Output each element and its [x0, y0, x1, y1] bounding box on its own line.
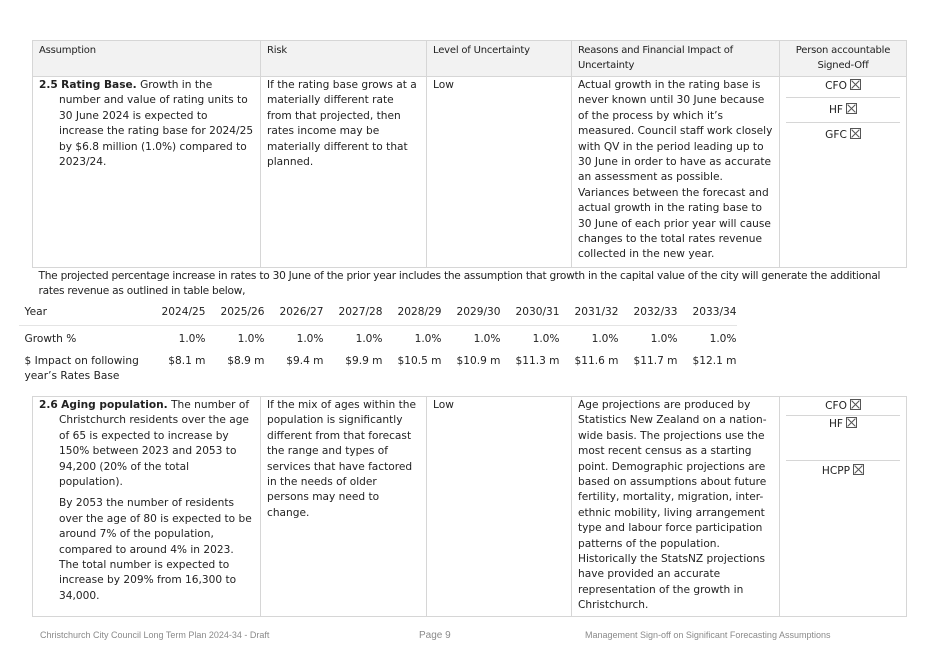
growth-note-row	[33, 268, 907, 397]
growth-cell: 1.0%	[237, 333, 265, 345]
year-cell: 2030/31	[501, 305, 560, 326]
signoff-cell	[780, 77, 907, 268]
footer-right: Management Sign-off on Significant Forecasting Assumptions	[585, 630, 831, 640]
growth-table	[19, 305, 737, 384]
growth-cell: 1.0%	[473, 333, 501, 345]
signoff-cell	[780, 397, 907, 617]
footer-left: Christchurch City Council Long Term Plan 2024-34 - Draft	[40, 630, 270, 640]
growth-cell: 1.0%	[414, 333, 442, 345]
row-label-impact: $ Impact on following year’s Rates Base	[24, 355, 139, 382]
growth-cell: 1.0%	[650, 333, 678, 345]
growth-cell: 1.0%	[296, 333, 324, 345]
year-cell: 2025/26	[206, 305, 265, 326]
row-label-year: Year	[19, 305, 147, 326]
year-cell: 2024/25	[147, 305, 206, 326]
table-row	[33, 77, 907, 268]
reasons-cell: Actual growth in the rating base is never known until 30 June because of the process by which it’s measured. Council staff work closely with QV in the period leading up to 30 June in order to have as accurate an assessment as possible. Variances between the forecast and actual growth in the rating base to 30 June of each prior year will cause changes to the total rates revenue collected in the new year.	[572, 77, 780, 268]
impact-cell: $11.3 m	[515, 355, 560, 367]
assumption-cell	[33, 397, 261, 617]
year-cell: 2026/27	[265, 305, 324, 326]
assumption-cell	[33, 77, 261, 268]
reasons-cell: Age projections are produced by Statistics New Zealand on a nation-wide basis. The projections use the most recent census as a starting point. Demographic projections are based on assumptions about future fertility, mortality, migration, inter-ethnic mobility, living arrangement type and labour force participation patterns of the population. Historically the StatsNZ projections have provided an accurate representation of the growth in Christchurch.	[572, 397, 780, 617]
growth-cell: 1.0%	[709, 333, 737, 345]
header-signoff	[780, 41, 907, 77]
assumption-text: The number of Christchurch residents over the age of 65 is expected to increase by 150% between 2023 and 2053 to 94,200 (20% of the total population).	[59, 399, 250, 489]
signoff-role: CFO	[825, 80, 847, 92]
assumption-text: Growth in the number and value of rating units to 30 June 2024 is expected to increase the rating base for 2024/25 by $6.8 million (1.0%) compared to 2023/24.	[59, 79, 254, 169]
impact-cell: $8.1 m	[168, 355, 206, 367]
checked-box-icon[interactable]	[853, 464, 864, 475]
table-row	[33, 397, 907, 617]
impact-cell: $12.1 m	[692, 355, 737, 367]
signoff-item	[786, 98, 900, 122]
growth-cell: 1.0%	[532, 333, 560, 345]
signoff-item	[786, 123, 900, 146]
checked-box-icon[interactable]	[850, 128, 861, 139]
signoff-role: HF	[828, 418, 844, 431]
growth-cell: 1.0%	[591, 333, 619, 345]
year-cell: 2033/34	[678, 305, 737, 326]
impact-cell: $10.9 m	[456, 355, 501, 367]
checked-box-icon[interactable]	[850, 79, 861, 90]
assumption-number: 2.5	[39, 79, 58, 91]
signoff-item	[786, 78, 900, 98]
uncertainty-cell: Low	[427, 397, 572, 617]
impact-cell: $9.4 m	[286, 355, 324, 367]
year-cell: 2029/30	[442, 305, 501, 326]
year-cell: 2028/29	[383, 305, 442, 326]
checked-box-icon[interactable]	[850, 399, 861, 410]
impact-cell: $10.5 m	[397, 355, 442, 367]
growth-note: The projected percentage increase in rates to 30 June of the prior year includes the assumption that growth in the capital value of the city will generate the additional rates revenue as outlined in table below,	[38, 270, 881, 297]
header-uncertainty: Level of Uncertainty	[427, 41, 572, 77]
assumption-title: Aging population.	[61, 399, 168, 411]
header-assumption: Assumption	[33, 41, 261, 77]
signoff-item	[786, 461, 900, 482]
year-cell: 2032/33	[619, 305, 678, 326]
assumptions-document	[24, 40, 906, 617]
header-risk: Risk	[261, 41, 427, 77]
growth-cell: 1.0%	[355, 333, 383, 345]
impact-cell: $11.6 m	[574, 355, 619, 367]
checked-box-icon[interactable]	[846, 103, 857, 114]
year-cell: 2027/28	[324, 305, 383, 326]
growth-table-impact-row	[19, 354, 737, 384]
signoff-item	[786, 398, 900, 416]
impact-cell: $9.9 m	[345, 355, 383, 367]
growth-table-year-row	[19, 305, 737, 326]
signoff-item	[786, 416, 900, 461]
signoff-role: HCPP	[821, 465, 851, 478]
assumption-text-2: By 2053 the number of residents over the age of 80 is expected to be around 7% of the population, compared to around 4% in 2023. The total number is expected to increase by 209% from 16,300 to 34,000.	[59, 497, 252, 602]
header-signoff-line2: Signed-Off	[817, 60, 869, 71]
assumptions-table	[24, 40, 907, 617]
signoff-role: GFC	[825, 128, 847, 141]
checked-box-icon[interactable]	[846, 417, 857, 428]
growth-note-cell	[24, 268, 907, 397]
impact-cell: $8.9 m	[227, 355, 265, 367]
header-reasons: Reasons and Financial Impact of Uncertainty	[572, 41, 780, 77]
assumption-number: 2.6	[39, 399, 58, 411]
impact-cell: $11.7 m	[633, 355, 678, 367]
risk-cell: If the mix of ages within the population is significantly different from that forecast the range and types of services that have factored in the needs of older persons may need to change.	[261, 397, 427, 617]
growth-table-growth-row	[19, 326, 737, 355]
uncertainty-cell: Low	[427, 77, 572, 268]
row-label-growth: Growth %	[24, 333, 77, 345]
signoff-role: HF	[828, 104, 844, 117]
risk-cell: If the rating base grows at a materially different rate from that projected, then rates income may be materially different to that planned.	[261, 77, 427, 268]
assumption-title: Rating Base.	[61, 79, 137, 91]
signoff-role: CFO	[825, 400, 847, 412]
year-cell: 2031/32	[560, 305, 619, 326]
footer-page-number: Page 9	[419, 630, 451, 641]
table-header-row	[33, 41, 907, 77]
header-signoff-line1: Person accountable	[795, 45, 891, 56]
growth-cell: 1.0%	[178, 333, 206, 345]
